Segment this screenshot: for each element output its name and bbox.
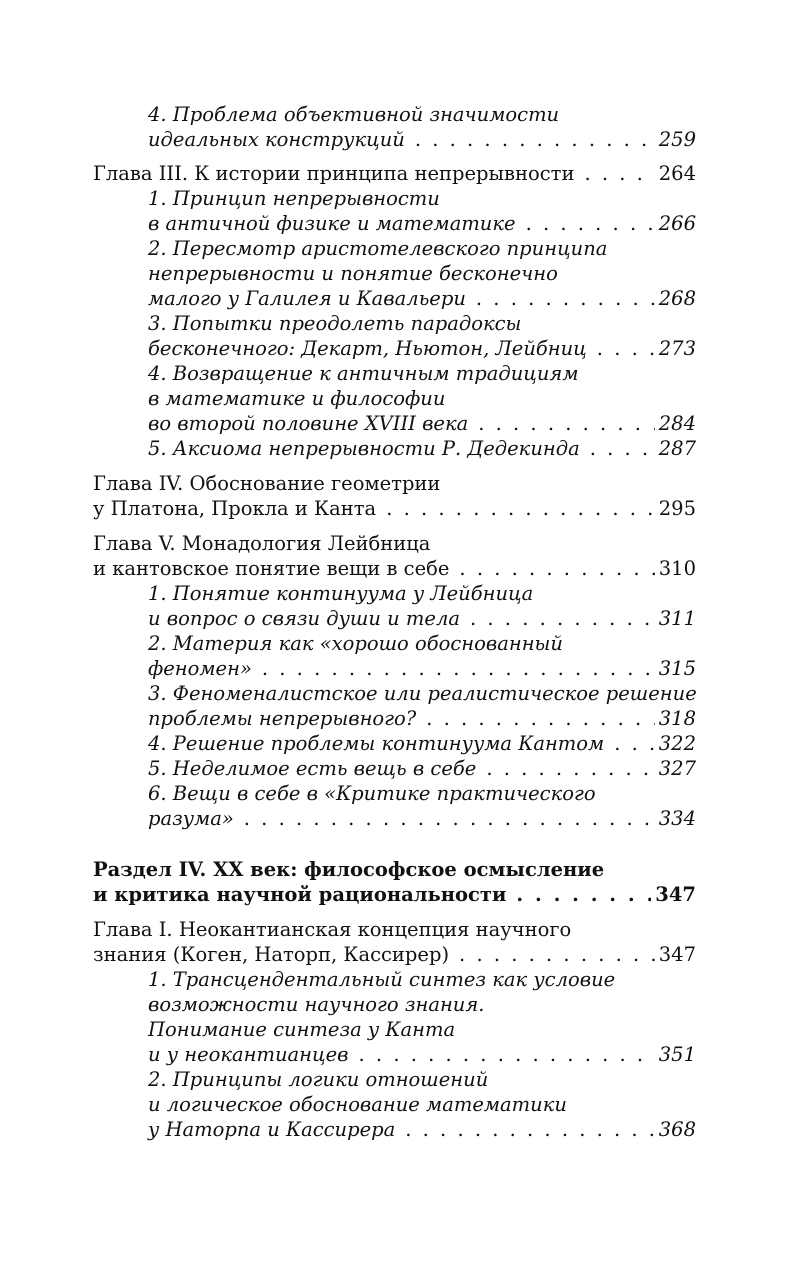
page-number: 287 xyxy=(658,437,696,460)
toc-entry-line: в античной физике и математике xyxy=(148,212,516,235)
page-number: 334 xyxy=(658,807,696,830)
dot-leader xyxy=(415,127,655,152)
page-number: 266 xyxy=(658,212,696,235)
toc-entry-line: и у неокантианцев xyxy=(148,1043,349,1066)
toc-entry-line: разума» xyxy=(148,807,234,830)
toc-chapter-entry xyxy=(93,531,696,581)
dot-leader xyxy=(516,882,651,907)
toc-entry-last-line xyxy=(148,286,696,311)
toc-entry-line: Глава IV. Обоснование геометрии xyxy=(93,472,441,495)
toc-entry-last-line xyxy=(93,942,696,967)
toc-entry-line: 1. Принцип непрерывности xyxy=(148,187,440,210)
page-number: 273 xyxy=(658,337,696,360)
toc-entry-line: идеальных конструкций xyxy=(148,128,405,151)
toc-entry-last-line xyxy=(148,436,696,461)
toc-entry-last-line xyxy=(148,606,696,631)
toc-section-entry xyxy=(93,731,696,756)
toc-entry-last-line xyxy=(93,882,696,907)
dot-leader xyxy=(244,806,655,831)
dot-leader xyxy=(584,161,654,186)
dot-leader xyxy=(459,556,654,581)
toc-section-entry xyxy=(93,102,696,152)
dot-leader xyxy=(486,756,654,781)
toc-entry-last-line xyxy=(148,656,696,681)
toc-entry-line: 5. Аксиома непрерывности Р. Дедекинда xyxy=(148,437,580,460)
toc-entry-last-line xyxy=(148,731,696,756)
toc-section-entry xyxy=(93,967,696,1067)
page-number: 322 xyxy=(658,732,696,755)
toc-entry-last-line xyxy=(93,556,696,581)
toc-section-entry xyxy=(93,681,696,731)
page-number: 327 xyxy=(658,757,696,780)
toc-entry-last-line xyxy=(148,1117,696,1142)
page-number: 311 xyxy=(658,607,696,630)
toc-entry-line: и логическое обоснование математики xyxy=(148,1093,567,1116)
toc-section-entry xyxy=(93,631,696,681)
dot-leader xyxy=(459,942,655,967)
toc-entry-line: Глава III. К истории принципа непрерывности xyxy=(93,162,575,185)
dot-leader xyxy=(590,436,655,461)
toc-entry-line: 5. Неделимое есть вещь в себе xyxy=(148,757,477,780)
toc-section-entry xyxy=(93,756,696,781)
page-number: 318 xyxy=(658,707,696,730)
toc-entry-last-line xyxy=(148,806,696,831)
toc-entry-line: 4. Возвращение к античным традициям xyxy=(148,362,579,385)
page-number: 315 xyxy=(658,657,696,680)
toc-entry-last-line xyxy=(148,127,696,152)
toc-entry-line: в математике и философии xyxy=(148,387,446,410)
toc-entry-last-line xyxy=(148,211,696,236)
toc-entry-line: 3. Попытки преодолеть парадоксы xyxy=(148,312,522,335)
page-number: 284 xyxy=(658,412,696,435)
page-number: 347 xyxy=(658,943,696,966)
toc-entry-last-line xyxy=(148,336,696,361)
toc-entry-line: Глава V. Монадология Лейбница xyxy=(93,532,431,555)
toc-entry-line: Глава I. Неокантианская концепция научного xyxy=(93,918,572,941)
toc-section-entry xyxy=(93,361,696,436)
toc-entry-last-line xyxy=(148,756,696,781)
page-number: 351 xyxy=(658,1043,696,1066)
toc-section-entry xyxy=(93,781,696,831)
dot-leader xyxy=(470,606,655,631)
dot-leader xyxy=(262,656,655,681)
dot-leader xyxy=(386,496,655,521)
dot-leader xyxy=(476,286,655,311)
toc-entry-line: и вопрос о связи души и тела xyxy=(148,607,460,630)
toc-section-entry xyxy=(93,236,696,311)
toc-entry-line: и кантовское понятие вещи в себе xyxy=(93,557,450,580)
toc-entry-line: непрерывности и понятие бесконечно xyxy=(148,262,558,285)
toc-entry-line: Раздел IV. XX век: философское осмысление xyxy=(93,858,605,881)
page-number: 259 xyxy=(658,128,696,151)
toc-entry-line: бесконечного: Декарт, Ньютон, Лейбниц xyxy=(148,337,587,360)
toc-entry-line: у Наторпа и Кассирера xyxy=(148,1118,396,1141)
toc-entry-line: во второй половине XVIII века xyxy=(148,412,469,435)
toc-entry-last-line xyxy=(148,411,696,436)
toc-entry-line: 4. Проблема объективной значимости xyxy=(148,103,560,126)
toc-entry-line: 6. Вещи в себе в «Критике практического xyxy=(148,782,596,805)
toc-section-entry xyxy=(93,1067,696,1142)
table-of-contents xyxy=(93,102,696,1142)
page-number: 368 xyxy=(658,1118,696,1141)
page-number: 268 xyxy=(658,287,696,310)
toc-entry-last-line xyxy=(148,706,696,731)
toc-entry-line: 3. Феноменалистское или реалистическое решение xyxy=(148,682,697,705)
page-number: 264 xyxy=(658,162,696,185)
toc-entry-line: проблемы непрерывного? xyxy=(148,707,417,730)
page-number: 310 xyxy=(658,557,696,580)
toc-chapter-entry xyxy=(93,471,696,521)
toc-section-entry xyxy=(93,581,696,631)
toc-entry-last-line xyxy=(93,161,696,186)
dot-leader xyxy=(597,336,655,361)
dot-leader xyxy=(478,411,655,436)
toc-chapter-entry xyxy=(93,161,696,186)
toc-entry-line: 1. Трансцендентальный синтез как условие xyxy=(148,968,616,991)
toc-section-entry xyxy=(93,186,696,236)
toc-section-entry xyxy=(93,436,696,461)
toc-entry-last-line xyxy=(148,1042,696,1067)
toc-entry-line: 1. Понятие континуума у Лейбница xyxy=(148,582,534,605)
toc-entry-line: 2. Принципы логики отношений xyxy=(148,1068,489,1091)
toc-chapter-entry xyxy=(93,917,696,967)
toc-entry-line: возможности научного знания. xyxy=(148,993,485,1016)
toc-entry-line: и критика научной рациональности xyxy=(93,883,507,906)
toc-entry-line: феномен» xyxy=(148,657,252,680)
toc-entry-last-line xyxy=(93,496,696,521)
toc-part-entry xyxy=(93,857,696,907)
toc-entry-line: 4. Решение проблемы континуума Кантом xyxy=(148,732,605,755)
toc-entry-line: Понимание синтеза у Канта xyxy=(148,1018,456,1041)
dot-leader xyxy=(426,706,655,731)
page-number: 295 xyxy=(658,497,696,520)
dot-leader xyxy=(359,1042,655,1067)
toc-entry-line: 2. Материя как «хорошо обоснованный xyxy=(148,632,563,655)
page-number: 347 xyxy=(655,883,696,906)
dot-leader xyxy=(405,1117,655,1142)
dot-leader xyxy=(526,211,655,236)
toc-entry-line: знания (Коген, Наторп, Кассирер) xyxy=(93,943,450,966)
toc-entry-line: малого у Галилея и Кавальери xyxy=(148,287,466,310)
toc-entry-line: 2. Пересмотр аристотелевского принципа xyxy=(148,237,608,260)
toc-section-entry xyxy=(93,311,696,361)
dot-leader xyxy=(614,731,655,756)
toc-entry-line: у Платона, Прокла и Канта xyxy=(93,497,377,520)
